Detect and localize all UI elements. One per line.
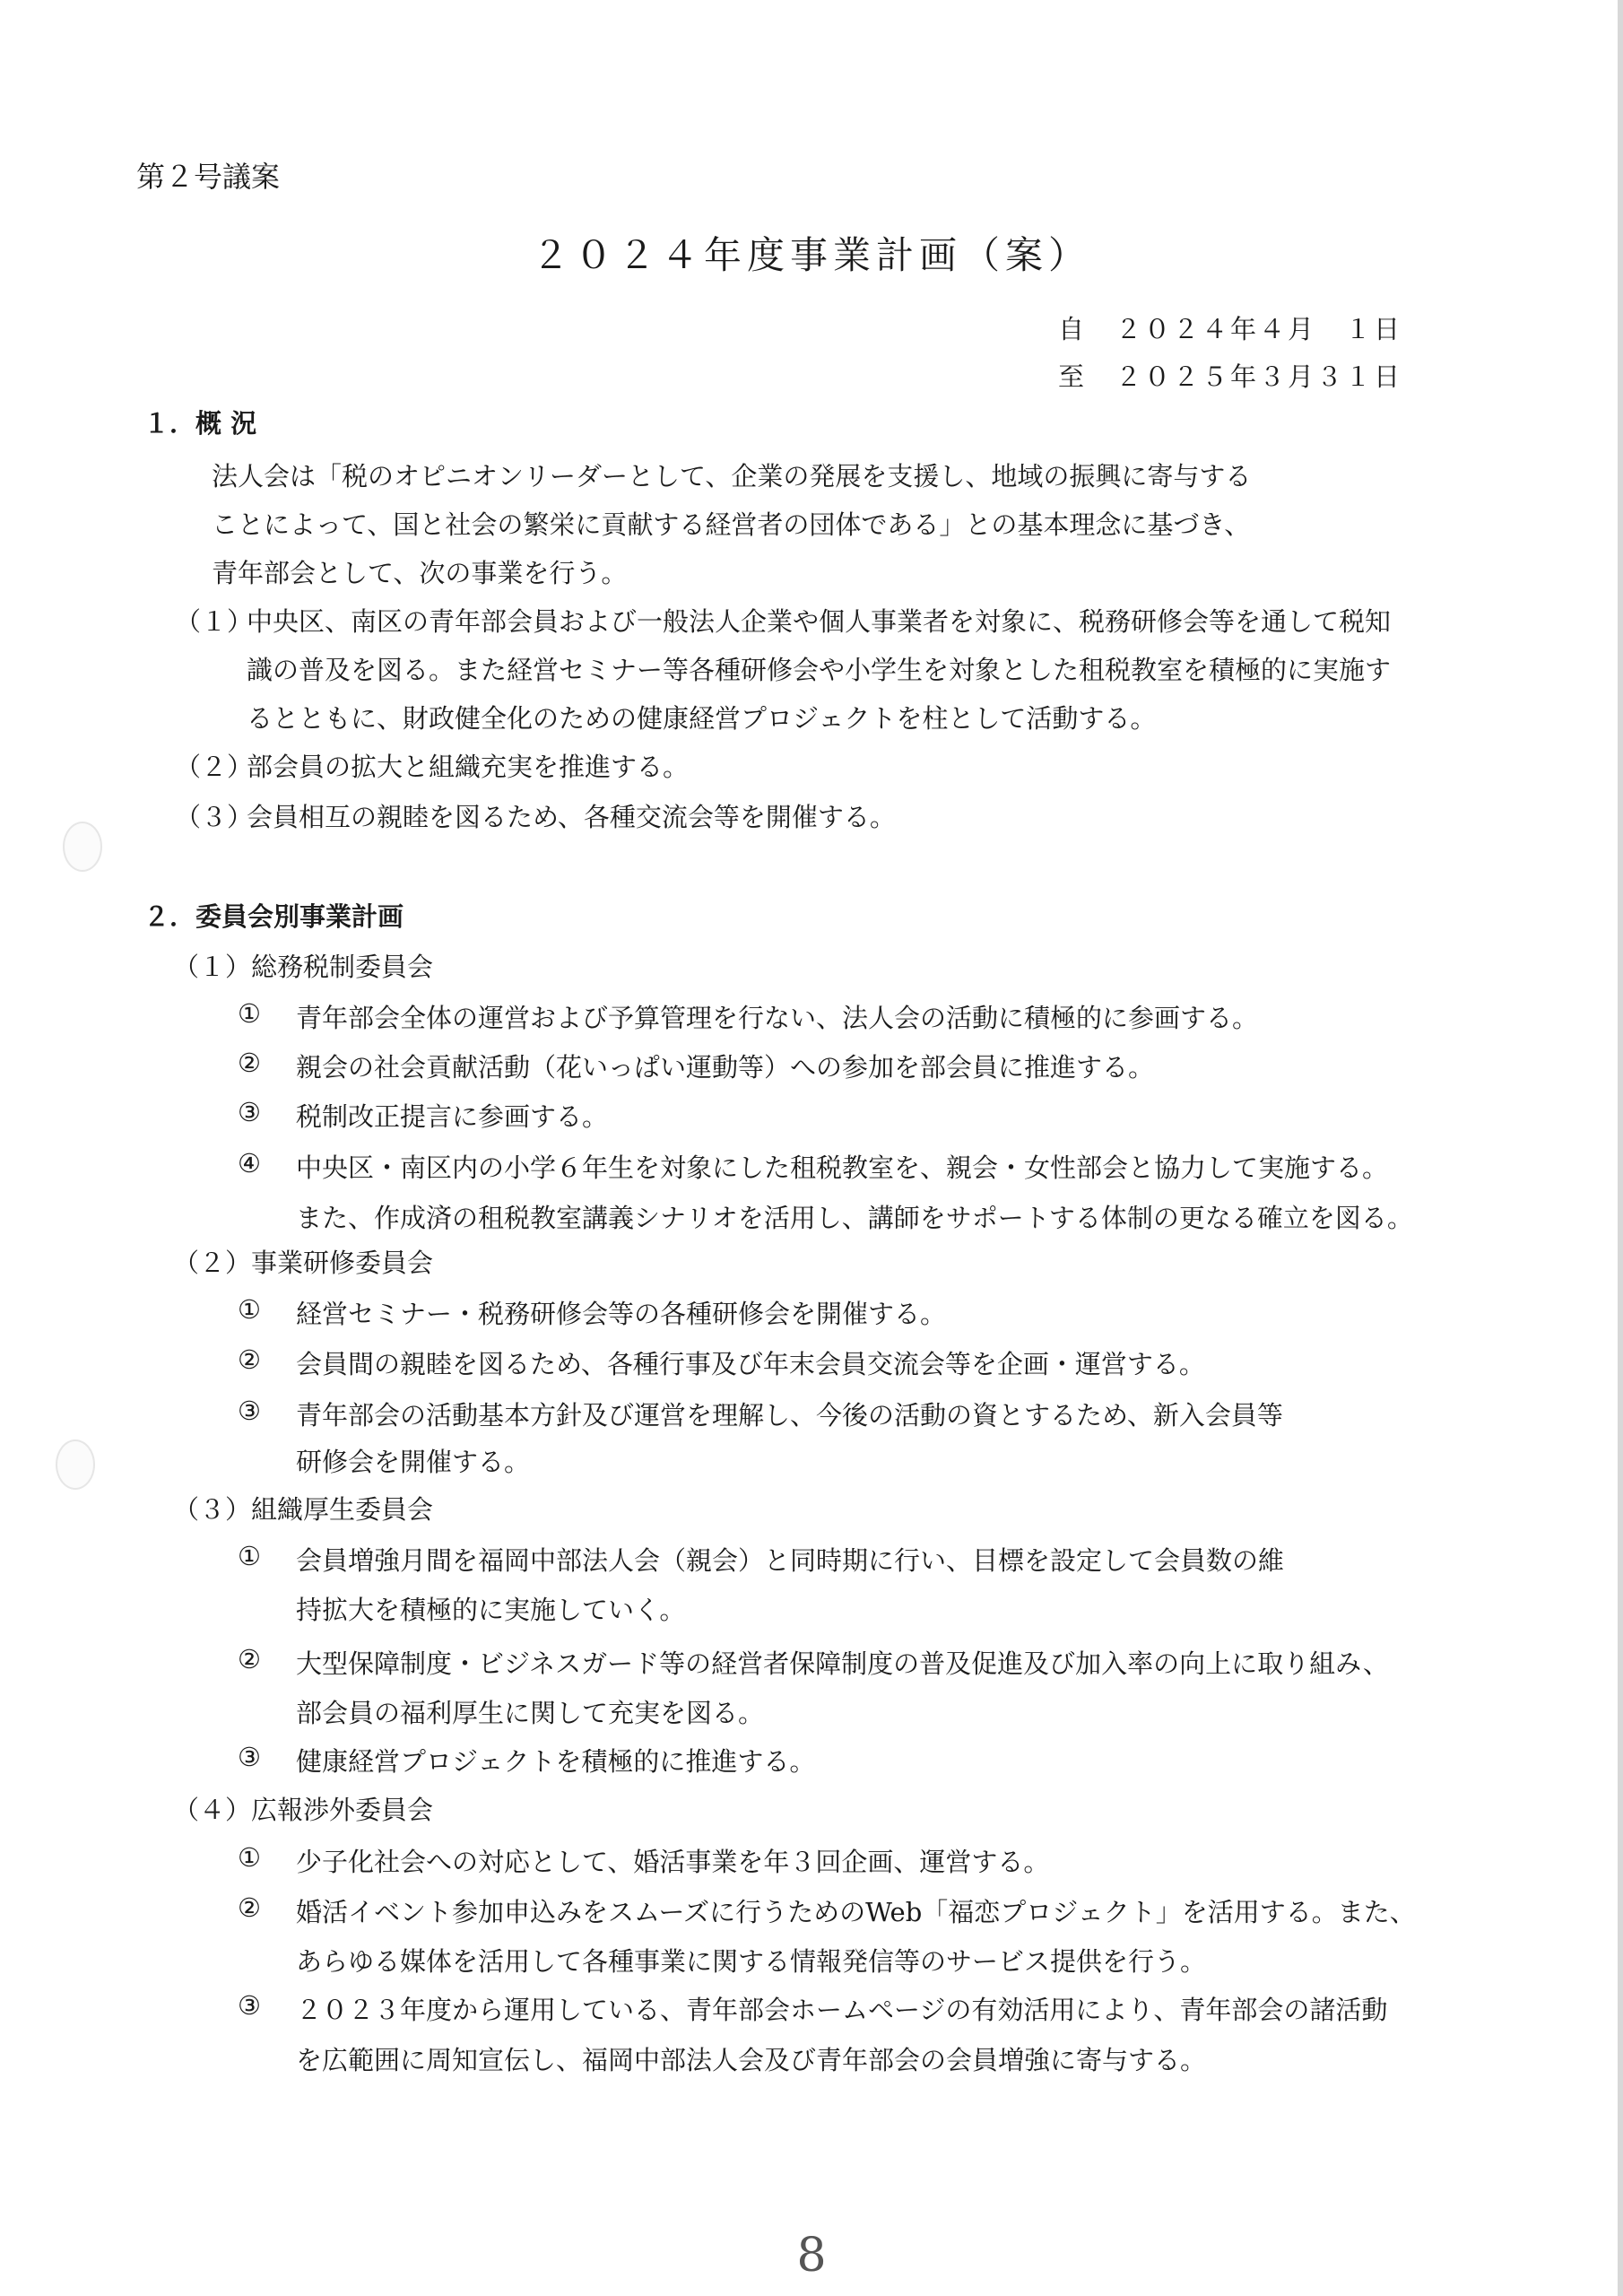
item-mark: ③: [238, 1396, 261, 1426]
item-number: （１）: [175, 606, 254, 637]
item-line: 会員増強月間を福岡中部法人会（親会）と同時期に行い、目標を設定して会員数の維: [296, 1545, 1285, 1576]
punch-hole-bottom: [56, 1439, 95, 1490]
item-mark: ②: [238, 1048, 261, 1078]
item-mark: ①: [238, 1294, 261, 1325]
punch-hole-top: [63, 822, 102, 872]
document-title: ２０２４年度事業計画（案）: [531, 233, 1091, 277]
item-line: るとともに、財政健全化のための健康経営プロジェクトを柱として活動する。: [247, 703, 1157, 734]
committee-title: （２）事業研修委員会: [173, 1248, 434, 1278]
item-mark: ④: [238, 1148, 261, 1178]
committee-title: （４）広報渉外委員会: [173, 1795, 434, 1825]
item-line: 税制改正提言に参画する。: [296, 1101, 609, 1132]
item-line: 研修会を開催する。: [296, 1447, 531, 1477]
item-mark: ①: [238, 1541, 261, 1571]
agenda-number: 第２号議案: [136, 160, 281, 194]
item-line: 親会の社会貢献活動（花いっぱい運動等）への参加を部会員に推進する。: [296, 1052, 1155, 1083]
item-line: 大型保障制度・ビジネスガード等の経営者保障制度の普及促進及び加入率の向上に取り組み、: [296, 1648, 1389, 1679]
intro-line: 法人会は「税のオピニオンリーダーとして、企業の発展を支援し、地域の振興に寄与する: [212, 461, 1252, 491]
item-line: 青年部会全体の運営および予算管理を行ない、法人会の活動に積極的に参画する。: [296, 1003, 1259, 1033]
item-mark: ①: [238, 998, 261, 1029]
period-from: 自 ２０２４年４月 １日: [1058, 314, 1403, 344]
item-line: 持拡大を積極的に実施していく。: [296, 1595, 686, 1625]
item-line: 識の普及を図る。また経営セミナー等各種研修会や小学生を対象とした租税教室を積極的に実施す: [247, 655, 1392, 685]
item-line: また、作成済の租税教室講義シナリオを活用し、講師をサポートする体制の更なる確立を図る。: [296, 1203, 1413, 1233]
item-line: 会員間の親睦を図るため、各種行事及び年末会員交流会等を企画・運営する。: [296, 1349, 1205, 1379]
item-mark: ②: [238, 1892, 261, 1923]
scan-edge: [1618, 0, 1623, 2296]
item-number: （２）: [175, 752, 254, 782]
item-mark: ②: [238, 1644, 261, 1674]
section-heading: １．概 況: [143, 408, 257, 439]
item-line: 会員相互の親睦を図るため、各種交流会等を開催する。: [247, 802, 896, 832]
item-line: 婚活イベント参加申込みをスムーズに行うためのWeb「福恋プロジェクト」を活用する。また、: [296, 1897, 1416, 1927]
item-mark: ③: [238, 1097, 261, 1127]
item-line: 経営セミナー・税務研修会等の各種研修会を開催する。: [296, 1299, 947, 1329]
intro-line: ことによって、国と社会の繁栄に貢献する経営者の団体である」との基本理念に基づき、: [212, 509, 1251, 540]
item-mark: ②: [238, 1344, 261, 1375]
item-line: を広範囲に周知宣伝し、福岡中部法人会及び青年部会の会員増強に寄与する。: [296, 2045, 1207, 2075]
item-line: 中央区・南区内の小学６年生を対象にした租税教室を、親会・女性部会と協力して実施する。: [296, 1152, 1389, 1183]
section-heading: ２．委員会別事業計画: [143, 901, 404, 932]
item-line: 青年部会の活動基本方針及び運営を理解し、今後の活動の資とするため、新入会員等: [296, 1400, 1283, 1431]
item-mark: ③: [238, 1742, 261, 1772]
committee-title: （３）組織厚生委員会: [173, 1494, 434, 1525]
item-line: 少子化社会への対応として、婚活事業を年３回企画、運営する。: [296, 1847, 1050, 1877]
item-line: 中央区、南区の青年部会員および一般法人企業や個人事業者を対象に、税務研修会等を通して税知: [247, 606, 1392, 637]
item-mark: ①: [238, 1842, 261, 1873]
intro-line: 青年部会として、次の事業を行う。: [212, 558, 628, 588]
page-number: 8: [796, 2229, 827, 2283]
item-line: ２０２３年度から運用している、青年部会ホームページの有効活用により、青年部会の諸活動: [296, 1995, 1388, 2025]
item-line: 健康経営プロジェクトを積極的に推進する。: [296, 1746, 816, 1777]
item-line: 部会員の拡大と組織充実を推進する。: [247, 752, 690, 782]
item-line: あらゆる媒体を活用して各種事業に関する情報発信等のサービス提供を行う。: [296, 1946, 1207, 1977]
item-mark: ③: [238, 1990, 261, 2021]
period-to: 至 ２０２５年３月３１日: [1058, 361, 1403, 392]
item-line: 部会員の福利厚生に関して充実を図る。: [296, 1698, 765, 1728]
committee-title: （１）総務税制委員会: [173, 952, 434, 982]
item-number: （３）: [175, 802, 254, 832]
